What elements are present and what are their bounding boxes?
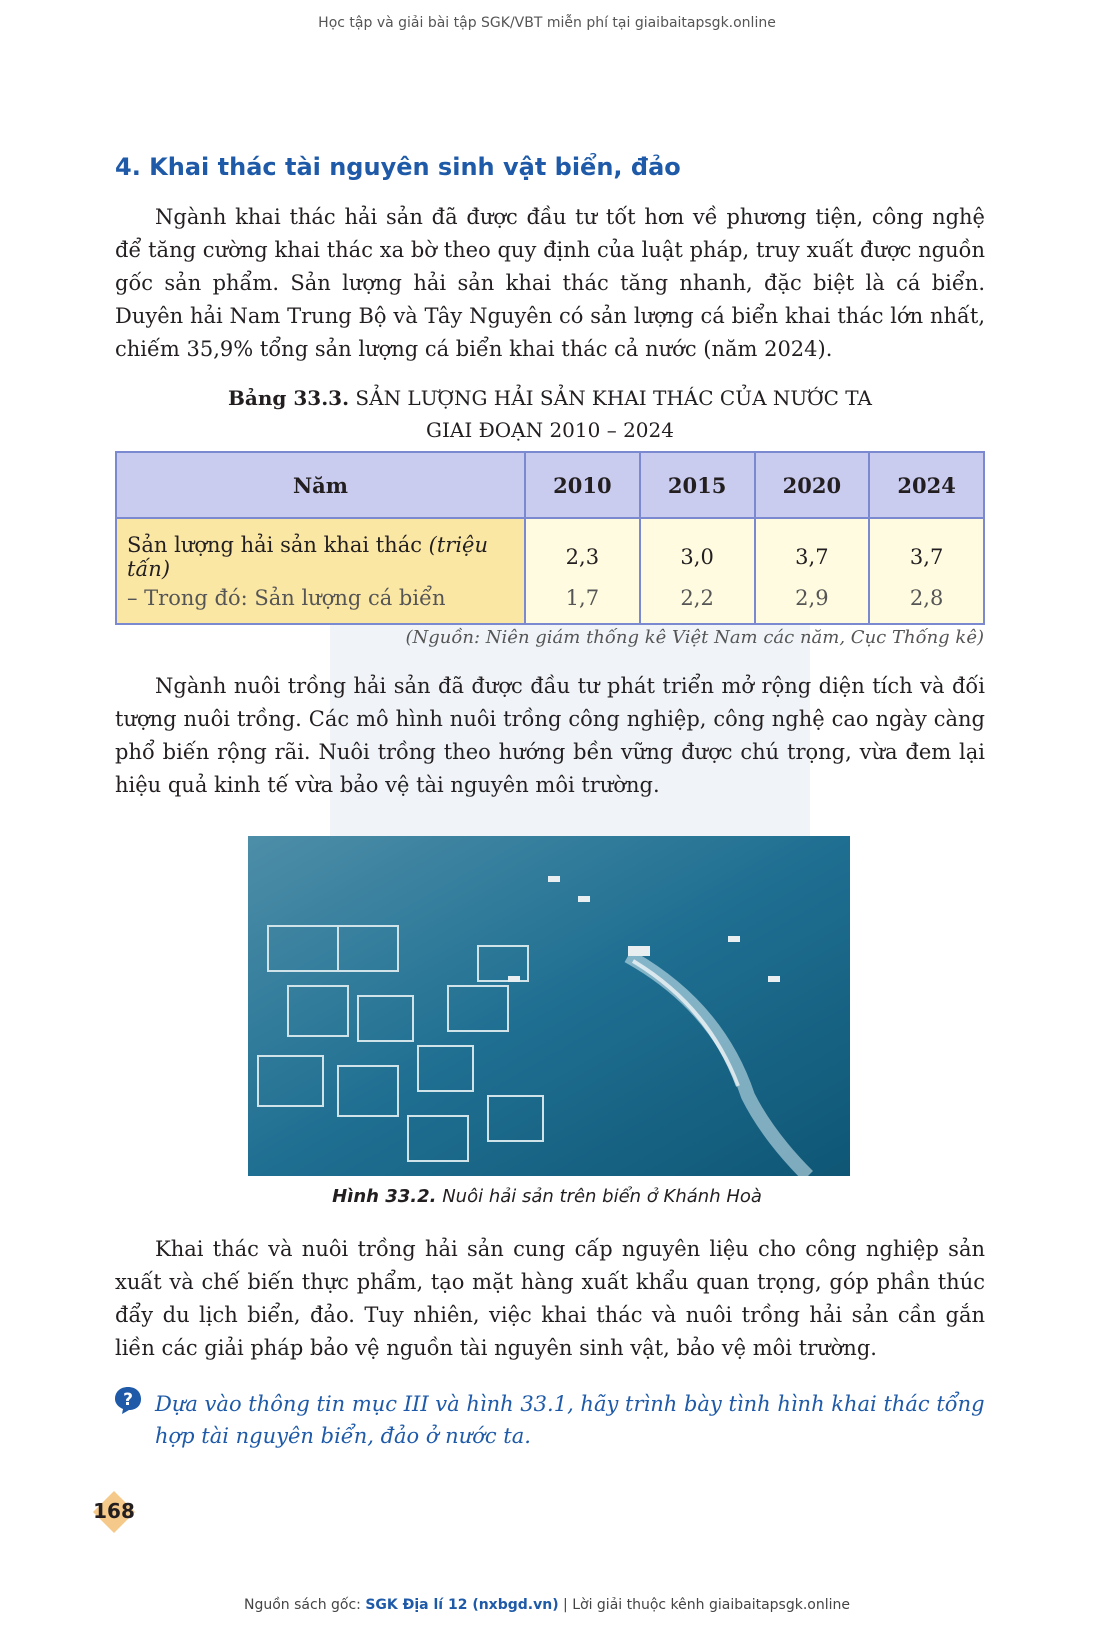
col-year-2024: 2024 [869, 452, 984, 518]
page-number: 168 [93, 1499, 135, 1523]
cell-total-2024: 3,7 [869, 518, 984, 582]
cell-fish-2024: 2,8 [869, 582, 984, 624]
cell-fish-2010: 1,7 [525, 582, 640, 624]
top-banner: Học tập và giải bài tập SGK/VBT miễn phí tại giaibaitapsgk.online [318, 15, 776, 31]
table-source: (Nguồn: Niên giám thống kê Việt Nam các năm, Cục Thống kê) [405, 627, 984, 648]
row-label-total-text: Sản lượng hải sản khai thác [127, 533, 429, 557]
col-year-2015: 2015 [640, 452, 755, 518]
figure-caption [0, 1186, 1094, 1207]
row-label-fish: – Trong đó: Sản lượng cá biển [116, 582, 525, 624]
row-label-unit: (triệu tấn) [127, 533, 488, 581]
footer-book-link[interactable]: SGK Địa lí 12 (nxbgd.vn) [365, 1597, 559, 1613]
question-text: Dựa vào thông tin mục III và hình 33.1, hãy trình bày tình hình khai thác tổng hợp tài nguyên biển, đảo ở nước ta. [155, 1392, 985, 1448]
table-title-line1: SẢN LƯỢNG HẢI SẢN KHAI THÁC CỦA NƯỚC TA [355, 386, 872, 410]
aquaculture-photo [248, 836, 850, 1176]
footer-suffix: | Lời giải thuộc kênh giaibaitapsgk.online [558, 1597, 850, 1613]
col-header-year: Năm [116, 452, 525, 518]
cell-fish-2015: 2,2 [640, 582, 755, 624]
svg-text:?: ? [123, 1390, 133, 1410]
question-icon [113, 1385, 143, 1415]
paragraph-fishing: Ngành khai thác hải sản đã được đầu tư tốt hơn về phương tiện, công nghệ để tăng cường khai thác xa bờ theo quy định của luật pháp, truy xuất được nguồn gốc sản phẩm. Sản lượng hải sản khai thác tăng nhanh, đặc biệt là cá biển. Duyên hải Nam Trung Bộ và Tây Nguyên có sản lượng cá biển khai thác lớn nhất, chiếm 35,9% tổng sản lượng cá biển khai thác cả nước (năm 2024). [115, 205, 985, 361]
cell-total-2010: 2,3 [525, 518, 640, 582]
row-label-total [116, 518, 525, 582]
figure-caption-text: Nuôi hải sản trên biển ở Khánh Hoà [436, 1186, 762, 1207]
section-title: 4. Khai thác tài nguyên sinh vật biển, đảo [115, 153, 681, 181]
footer-prefix: Nguồn sách gốc: [244, 1597, 366, 1613]
footer [0, 1597, 1094, 1613]
col-year-2010: 2010 [525, 452, 640, 518]
cell-total-2015: 3,0 [640, 518, 755, 582]
cell-fish-2020: 2,9 [755, 582, 870, 624]
table-title [115, 382, 985, 446]
figure-number: Hình 33.2. [332, 1186, 437, 1207]
col-year-2020: 2020 [755, 452, 870, 518]
cell-total-2020: 3,7 [755, 518, 870, 582]
table-number: Bảng 33.3. [228, 386, 350, 410]
catch-table [115, 451, 985, 625]
table-title-line2: GIAI ĐOẠN 2010 – 2024 [426, 418, 674, 442]
paragraph-aquaculture: Ngành nuôi trồng hải sản đã được đầu tư phát triển mở rộng diện tích và đối tượng nuôi trồng. Các mô hình nuôi trồng công nghiệp, công nghệ cao ngày càng phổ biến rộng rãi. Nuôi trồng theo hướng bền vững được chú trọng, vừa đem lại hiệu quả kinh tế vừa bảo vệ tài nguyên môi trường. [115, 674, 985, 797]
paragraph-conclusion: Khai thác và nuôi trồng hải sản cung cấp nguyên liệu cho công nghiệp sản xuất và chế biến thực phẩm, tạo mặt hàng xuất khẩu quan trọng, góp phần thúc đẩy du lịch biển, đảo. Tuy nhiên, việc khai thác và nuôi trồng hải sản cần gắn liền các giải pháp bảo vệ nguồn tài nguyên sinh vật, bảo vệ môi trường. [115, 1237, 985, 1360]
